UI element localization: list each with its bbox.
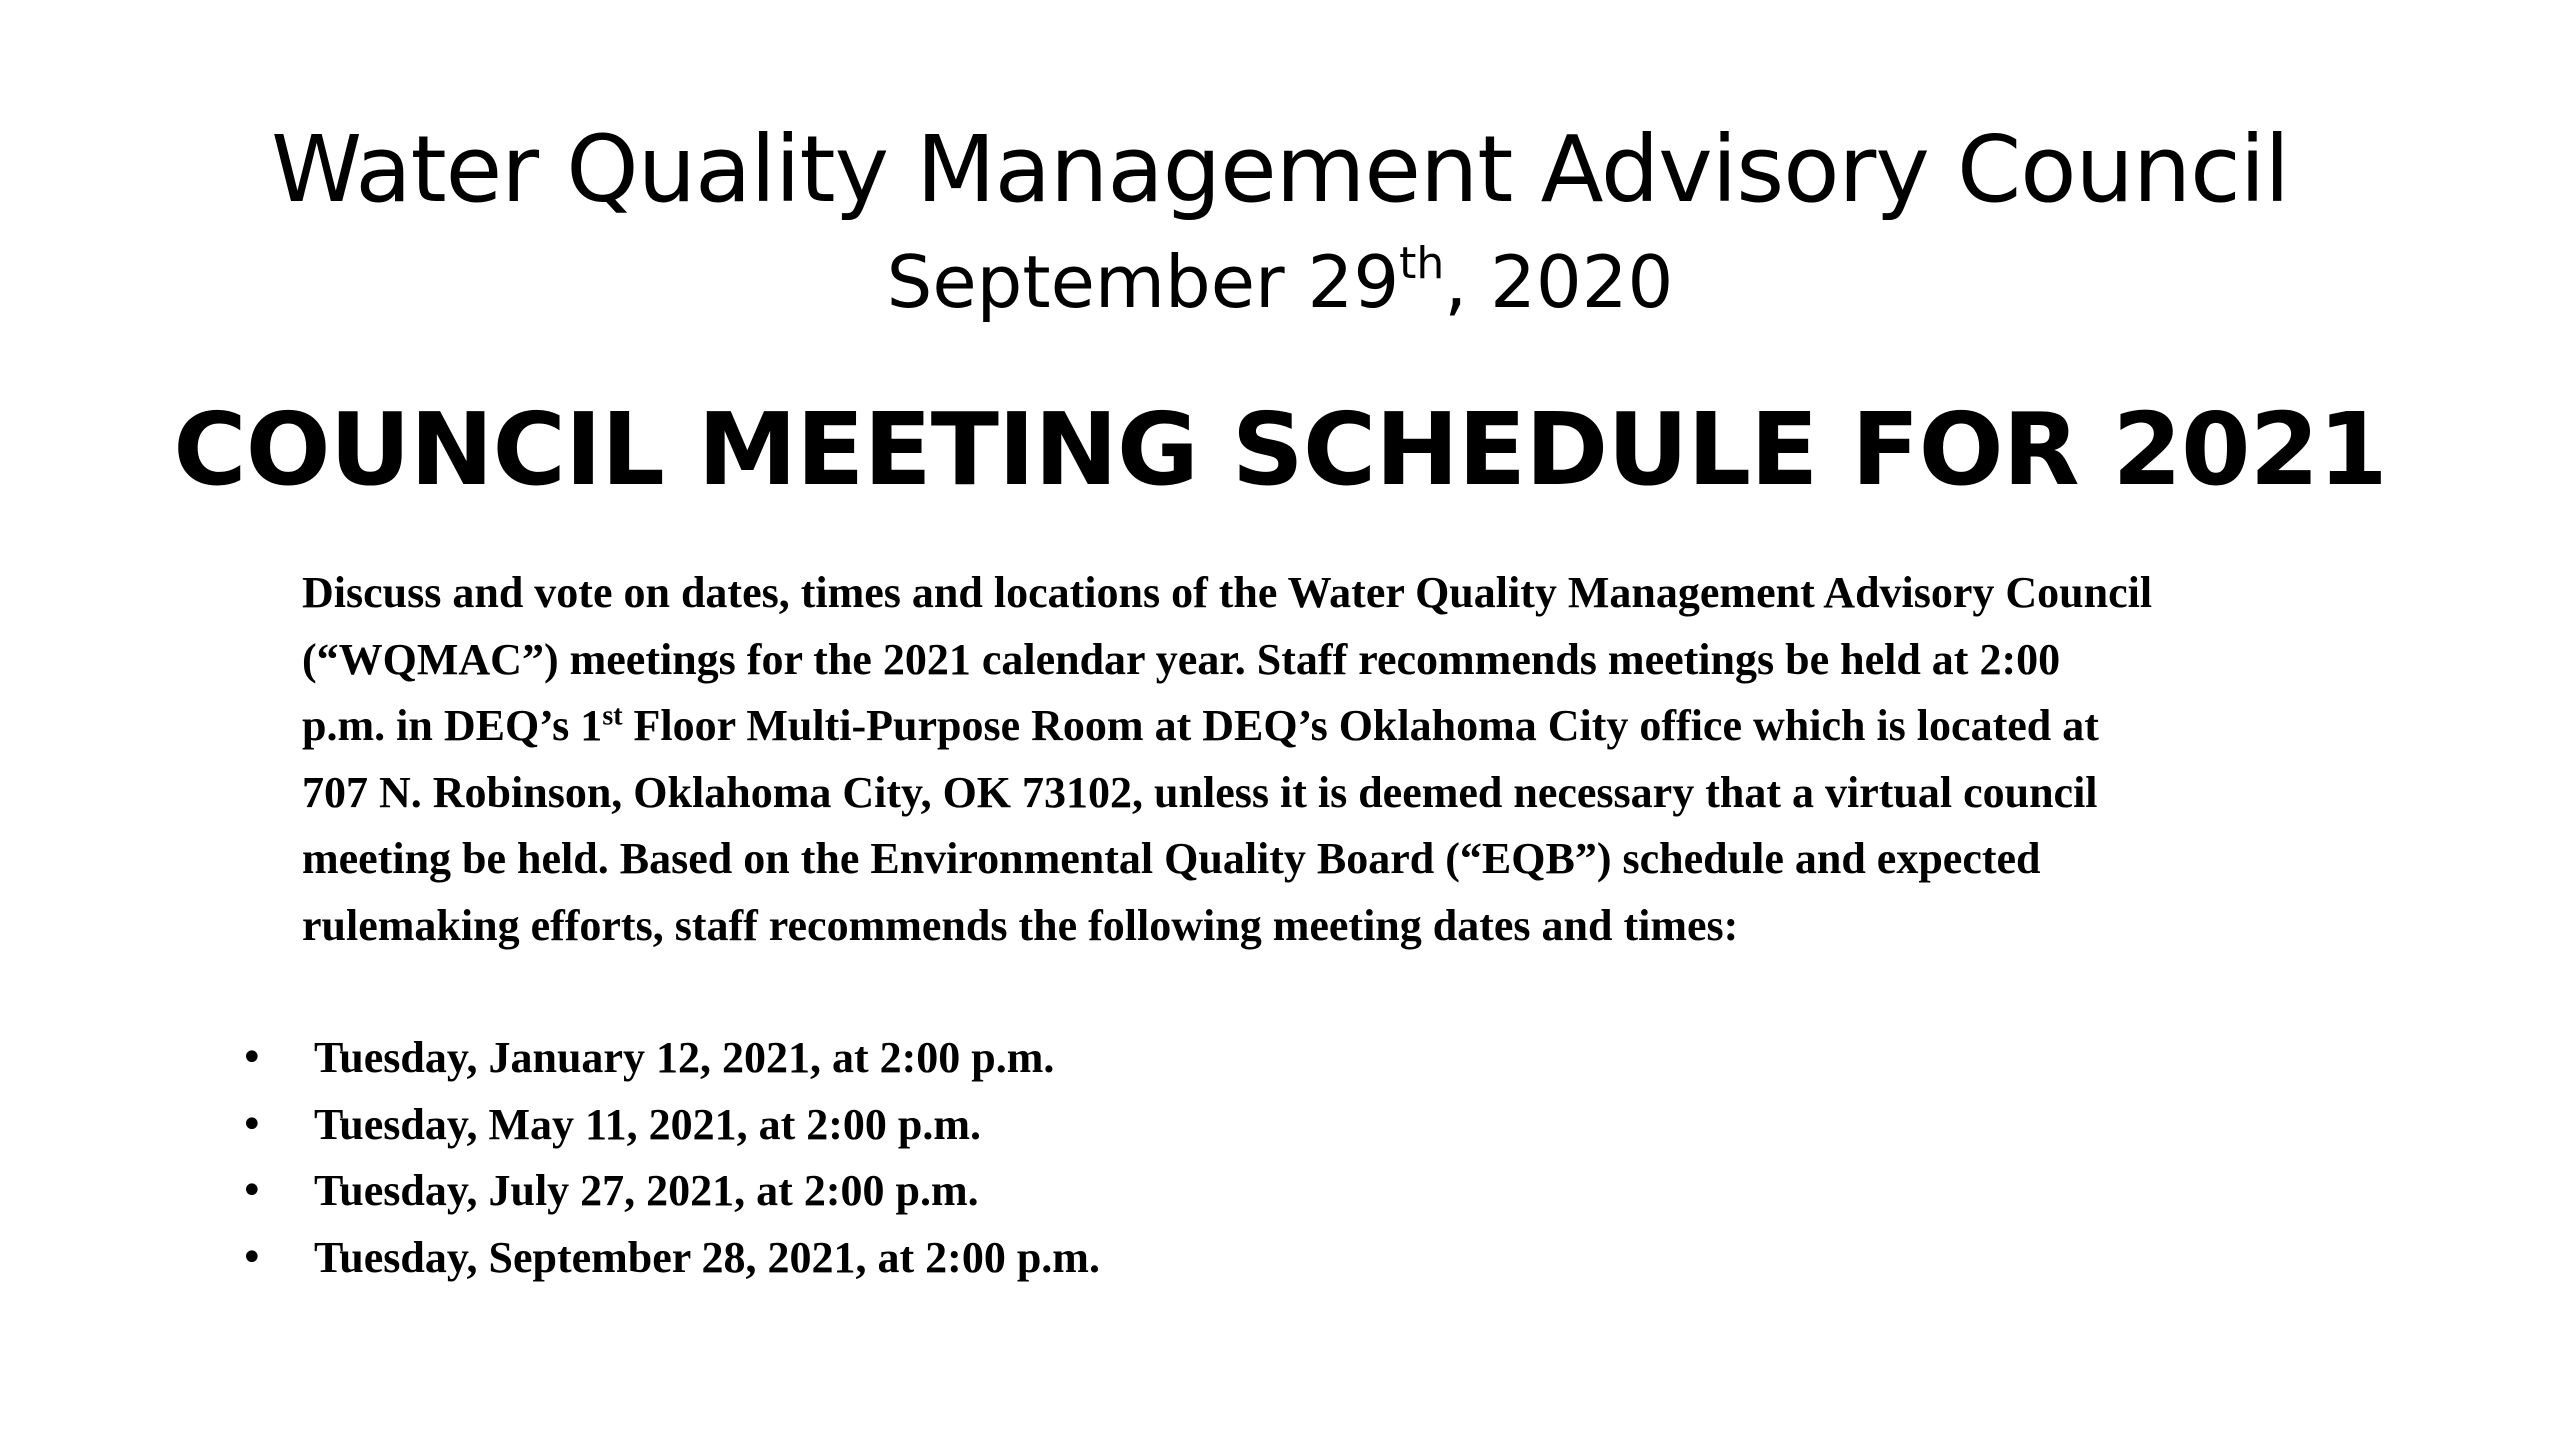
meeting-date-text: Tuesday, September 28, 2021, at 2:00 p.m. bbox=[314, 1232, 1100, 1282]
meeting-dates-list bbox=[240, 1025, 1100, 1291]
ordinal-suffix: st bbox=[602, 700, 623, 732]
paragraph-line: (“WQMAC”) meetings for the 2021 calendar year. Staff recommends meetings be held at 2:00 bbox=[302, 634, 2061, 684]
meeting-date-text: Tuesday, May 11, 2021, at 2:00 p.m. bbox=[314, 1099, 982, 1149]
agenda-paragraph bbox=[302, 560, 2372, 959]
list-item bbox=[240, 1092, 1100, 1159]
meeting-date-text: Tuesday, January 12, 2021, at 2:00 p.m. bbox=[314, 1033, 1055, 1082]
date-ordinal-suffix: th bbox=[1399, 238, 1445, 289]
bullet-icon: • bbox=[240, 1168, 264, 1214]
list-item bbox=[240, 1158, 1100, 1225]
list-item bbox=[240, 1225, 1100, 1292]
paragraph-text: p.m. in DEQ’s 1 bbox=[302, 701, 603, 750]
paragraph-line: 707 N. Robinson, Oklahoma City, OK 73102, unless it is deemed necessary that a virtual council bbox=[302, 767, 2098, 817]
paragraph-line bbox=[302, 693, 2372, 760]
meeting-date bbox=[0, 234, 2560, 330]
date-text: September 29 bbox=[886, 240, 1400, 324]
meeting-date-text: Tuesday, July 27, 2021, at 2:00 p.m. bbox=[314, 1166, 979, 1215]
paragraph-line: meeting be held. Based on the Environmental Quality Board (“EQB”) schedule and expected bbox=[302, 834, 2041, 883]
bullet-icon: • bbox=[240, 1101, 264, 1148]
schedule-heading: COUNCIL MEETING SCHEDULE FOR 2021 bbox=[173, 391, 2387, 508]
paragraph-line: rulemaking efforts, staff recommends the following meeting dates and times: bbox=[302, 900, 1739, 950]
paragraph-text: Floor Multi-Purpose Room at DEQ’s Oklahoma City office which is located at bbox=[622, 701, 2099, 750]
list-item bbox=[240, 1025, 1100, 1092]
slide-title: Water Quality Management Advisory Council bbox=[271, 116, 2289, 223]
bullet-icon: • bbox=[240, 1234, 264, 1281]
date-year: , 2020 bbox=[1444, 240, 1674, 324]
bullet-icon: • bbox=[240, 1035, 264, 1081]
paragraph-line: Discuss and vote on dates, times and locations of the Water Quality Management Advisory Council bbox=[302, 568, 2153, 617]
